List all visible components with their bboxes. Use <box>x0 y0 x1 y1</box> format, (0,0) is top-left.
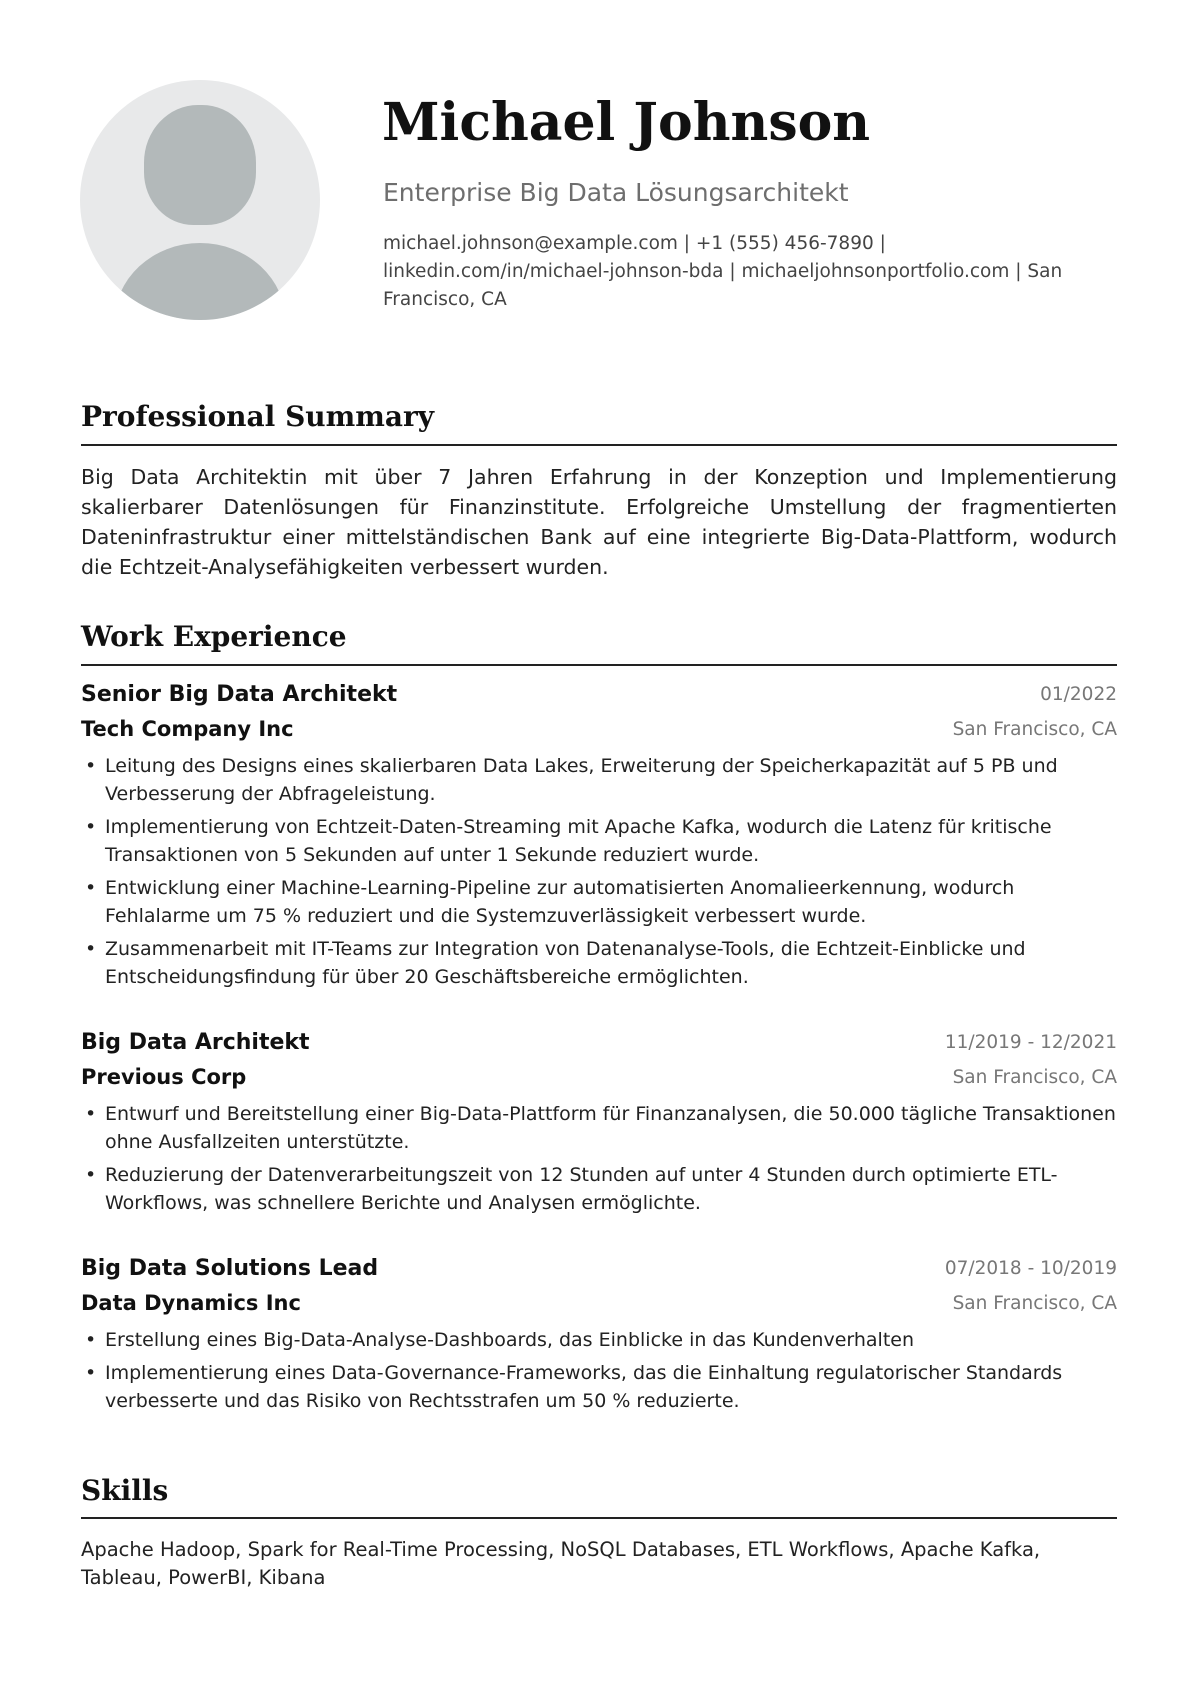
skills-text: Apache Hadoop, Spark for Real-Time Processing, NoSQL Databases, ETL Workflows, Apache Kafka, Tableau, PowerBI, Kibana <box>81 1538 1041 1589</box>
job-date: 01/2022 <box>1040 684 1117 705</box>
job-role: Big Data Solutions Lead <box>81 1256 379 1281</box>
job-date: 11/2019 - 12/2021 <box>944 1032 1117 1053</box>
avatar-placeholder-icon <box>80 80 320 320</box>
section-divider <box>81 444 1117 446</box>
job-company: Previous Corp <box>81 1065 247 1089</box>
job-location: San Francisco, CA <box>952 1293 1117 1314</box>
contact-info: michael.johnson@example.com | +1 (555) 456-7890 | linkedin.com/in/michael-johnson-bda | michaeljohnsonportfolio.com | San Francisco, CA <box>383 233 1063 310</box>
job-entry <box>81 682 1117 996</box>
candidate-name: Michael Johnson <box>382 92 871 153</box>
job-role: Big Data Architekt <box>81 1030 310 1055</box>
job-bullets <box>81 1326 1117 1415</box>
candidate-title: Enterprise Big Data Lösungsarchitekt <box>383 178 849 207</box>
job-company: Tech Company Inc <box>81 717 294 741</box>
summary-text: Big Data Architektin mit über 7 Jahren Erfahrung in der Konzeption und Implementierung skalierbarer Datenlösungen für Finanzinstitute. Erfolgreiche Umstellung der fragmentierten Dateninfrastruktur einer mittelständischen Bank auf eine integrierte Big-Data-Plattform, wodurch die Echtzeit-Analysefähigkeiten verbessert wurden. <box>81 465 1117 579</box>
job-bullet: • Entwicklung einer Machine-Learning-Pipeline zur automatisierten Anomalieerkennung, wodurch Fehlalarme um 75 % reduziert und die Systemzuverlässigkeit verbessert wurde. <box>81 874 1117 930</box>
job-bullet: • Implementierung von Echtzeit-Daten-Streaming mit Apache Kafka, wodurch die Latenz für kritische Transaktionen von 5 Sekunden auf unter 1 Sekunde reduziert wurde. <box>81 813 1117 869</box>
section-heading-experience: Work Experience <box>81 620 347 653</box>
job-bullet: • Zusammenarbeit mit IT-Teams zur Integration von Datenanalyse-Tools, die Echtzeit-Einblicke und Entscheidungsfindung für über 20 Geschäftsbereiche ermöglichten. <box>81 935 1117 991</box>
job-bullet: • Implementierung eines Data-Governance-Frameworks, das die Einhaltung regulatorischer Standards verbesserte und das Risiko von Rechtsstrafen um 50 % reduzierte. <box>81 1359 1117 1415</box>
job-bullet: • Leitung des Designs eines skalierbaren Data Lakes, Erweiterung der Speicherkapazität auf 5 PB und Verbesserung der Abfrageleistung. <box>81 752 1117 808</box>
section-divider <box>81 1517 1117 1519</box>
section-heading-summary: Professional Summary <box>81 400 435 433</box>
job-date: 07/2018 - 10/2019 <box>944 1258 1117 1279</box>
job-role: Senior Big Data Architekt <box>81 682 398 707</box>
job-bullets <box>81 1100 1117 1217</box>
job-bullet: • Reduzierung der Datenverarbeitungszeit von 12 Stunden auf unter 4 Stunden durch optimierte ETL-Workflows, was schnellere Berichte und Analysen ermöglichte. <box>81 1161 1117 1217</box>
job-location: San Francisco, CA <box>952 1067 1117 1088</box>
job-bullet: • Erstellung eines Big-Data-Analyse-Dashboards, das Einblicke in das Kundenverhalten <box>81 1326 1117 1354</box>
section-heading-skills: Skills <box>81 1474 169 1507</box>
job-entry <box>81 1030 1117 1222</box>
job-bullets <box>81 752 1117 991</box>
job-company: Data Dynamics Inc <box>81 1291 301 1315</box>
avatar-body-shape <box>114 243 286 320</box>
job-bullet: • Entwurf und Bereitstellung einer Big-Data-Plattform für Finanzanalysen, die 50.000 tägliche Transaktionen ohne Ausfallzeiten unterstützte. <box>81 1100 1117 1156</box>
job-location: San Francisco, CA <box>952 719 1117 740</box>
job-entry <box>81 1256 1117 1420</box>
avatar-head-shape <box>144 105 256 225</box>
section-divider <box>81 664 1117 666</box>
